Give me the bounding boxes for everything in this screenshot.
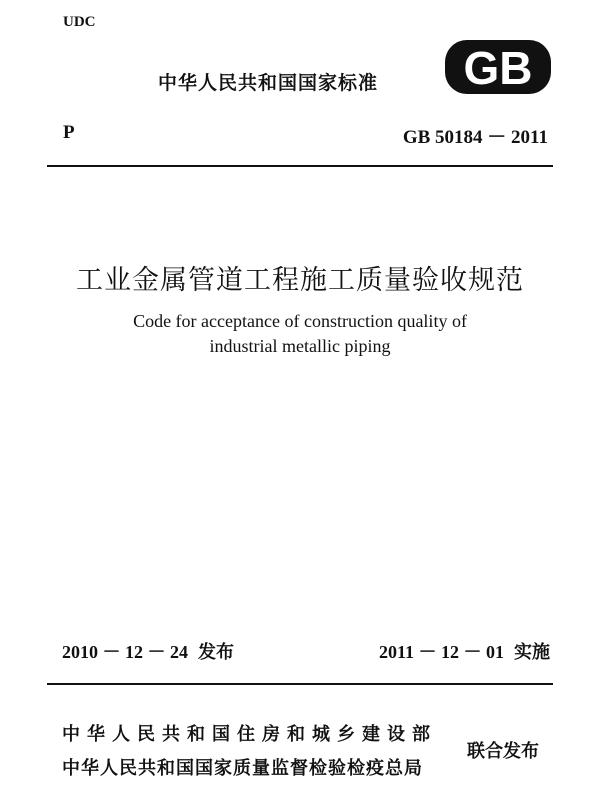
joint-publish-label: 联合发布	[467, 741, 539, 762]
title-chinese: 工业金属管道工程施工质量验收规范	[76, 265, 524, 296]
implement-date-block	[379, 638, 550, 664]
udc-label: UDC	[63, 14, 96, 30]
publisher-agency-2: 中华人民共和国国家质量监督检验检疫总局	[62, 758, 423, 779]
standard-number: GB 50184 － 2011	[402, 127, 548, 148]
classification-code: P	[63, 122, 75, 143]
bottom-divider	[47, 683, 553, 685]
publisher-agency-1: 中华人民共和国住房和城乡建设部	[62, 724, 437, 745]
implement-label: 实施	[514, 642, 550, 663]
issue-label: 发布	[198, 642, 234, 663]
title-english	[0, 309, 600, 359]
issue-date-block	[62, 638, 234, 664]
gb-logo-text: GB	[463, 42, 533, 94]
top-divider	[47, 165, 553, 167]
issue-date: 2010 － 12 － 24	[62, 642, 188, 662]
gb-logo	[443, 38, 553, 96]
standard-category: 中华人民共和国国家标准	[158, 72, 379, 94]
implement-date: 2011 － 12 － 01	[378, 642, 504, 662]
title-english-line-2: industrial metallic piping	[209, 336, 391, 356]
title-english-line-1: Code for acceptance of construction quality of	[133, 311, 467, 331]
